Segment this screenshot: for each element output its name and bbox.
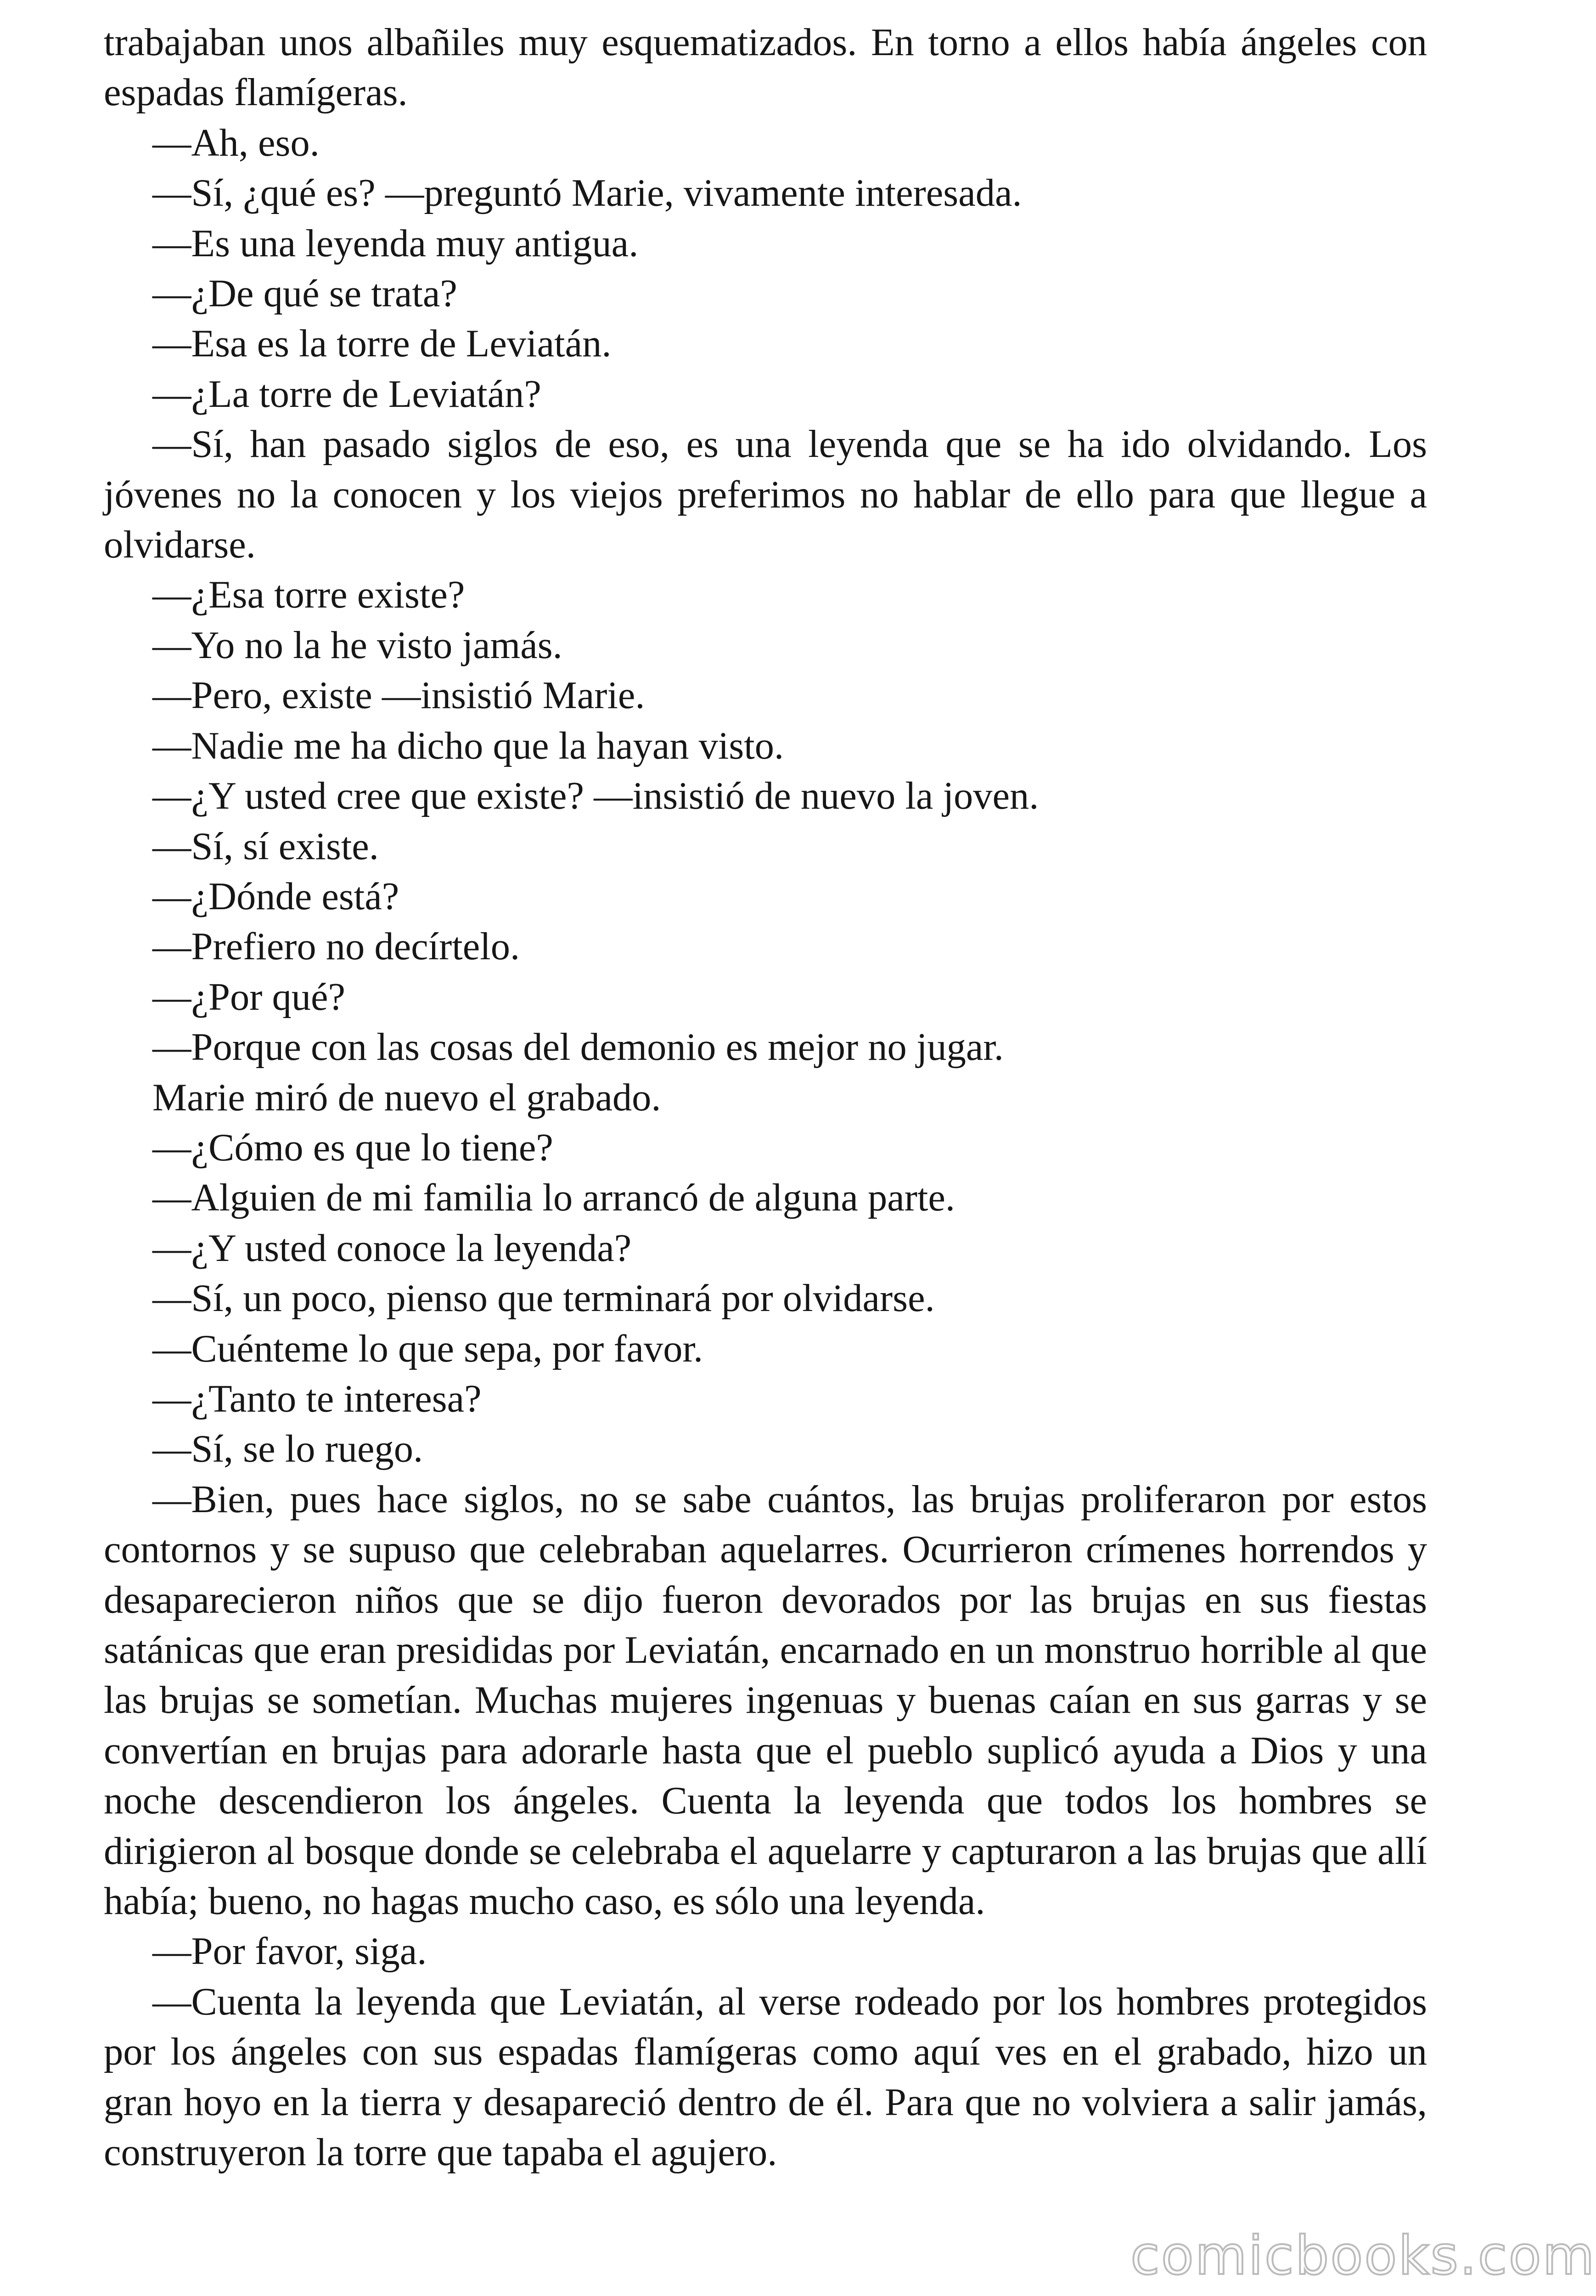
paragraph: —Sí, sí existe. (152, 825, 379, 868)
paragraph: —Esa es la torre de Leviatán. (152, 322, 612, 366)
paragraph: —Por favor, siga. (152, 1930, 427, 1973)
paragraph: —Yo no la he visto jamás. (152, 624, 562, 667)
paragraph: —Alguien de mi familia lo arrancó de alguna parte. (152, 1176, 955, 1220)
paragraph: —Bien, pues hace siglos, no se sabe cuántos, las brujas proliferaron por estos contornos y se supuso que celebraban aquelarres. Ocurrieron crímenes horrendos y desaparecieron niños que se dijo fueron devorados por las brujas en sus fiestas satánicas que eran presididas por Leviatán, encarnado en un monstruo horrible al que las brujas se sometían. Muchas mujeres ingenuas y buenas caían en sus garras y se convertían en brujas para adorarle hasta que el pueblo suplicó ayuda a Dios y una noche descendieron los ángeles. Cuenta la leyenda que todos los hombres se dirigieron al bosque donde se celebraba el aquelarre y capturaron a las brujas que allí había; bueno, no hagas mucho caso, es sólo una leyenda. (104, 1478, 1427, 1923)
paragraph: —Nadie me ha dicho que la hayan visto. (152, 724, 784, 767)
paragraph: trabajaban unos albañiles muy esquematizados. En torno a ellos había ángeles con espadas flamígeras. (104, 21, 1427, 114)
paragraph: Marie miró de nuevo el grabado. (152, 1076, 661, 1119)
paragraph: —Pero, existe —insistió Marie. (152, 674, 645, 717)
paragraph: —¿De qué se trata? (152, 272, 457, 315)
paragraph: —Prefiero no decírtelo. (152, 925, 520, 968)
paragraph: —¿Tanto te interesa? (152, 1377, 482, 1420)
paragraph: —¿Cómo es que lo tiene? (152, 1126, 553, 1169)
paragraph: —¿Por qué? (152, 975, 346, 1019)
paragraph: —Porque con las cosas del demonio es mejor no jugar. (152, 1026, 1004, 1069)
paragraph: —Sí, ¿qué es? —preguntó Marie, vivamente interesada. (152, 172, 1022, 215)
watermark: comicbooks.com (1130, 2225, 1596, 2287)
paragraph: —Cuénteme lo que sepa, por favor. (152, 1327, 703, 1370)
paragraph: —Sí, han pasado siglos de eso, es una leyenda que se ha ido olvidando. Los jóvenes no la conocen y los viejos preferimos no hablar de ello para que llegue a olvidarse. (104, 423, 1427, 567)
paragraph: —¿Y usted cree que existe? —insistió de nuevo la joven. (152, 775, 1039, 818)
page-text (104, 17, 1427, 2178)
paragraph: —¿Esa torre existe? (152, 574, 465, 617)
paragraph: —Sí, un poco, pienso que terminará por olvidarse. (152, 1277, 935, 1320)
paragraph: —¿Y usted conoce la leyenda? (152, 1227, 632, 1270)
paragraph: —Ah, eso. (152, 121, 320, 164)
paragraph: —Sí, se lo ruego. (152, 1428, 423, 1471)
paragraph: —¿Dónde está? (152, 875, 399, 918)
paragraph: —¿La torre de Leviatán? (152, 372, 541, 416)
paragraph: —Es una leyenda muy antigua. (152, 222, 639, 265)
paragraph: —Cuenta la leyenda que Leviatán, al verse rodeado por los hombres protegidos por los ángeles con sus espadas flamígeras como aquí ves en el grabado, hizo un gran hoyo en la tierra y desapareció dentro de él. Para que no volviera a salir jamás, construyeron la torre que tapaba el agujero. (104, 1980, 1427, 2174)
